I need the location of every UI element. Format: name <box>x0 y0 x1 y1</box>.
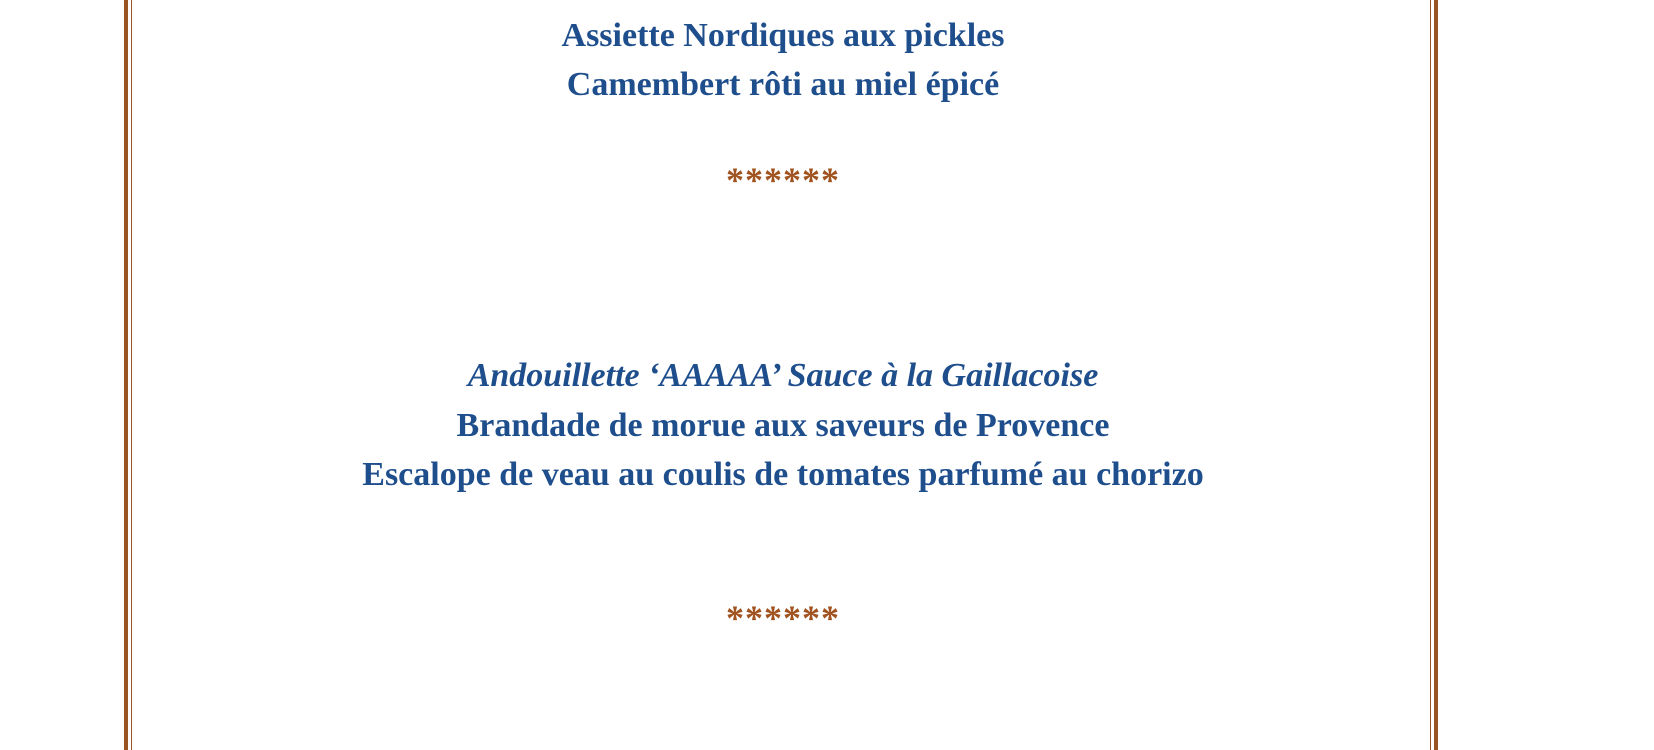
section-separator: ****** <box>726 598 840 638</box>
starter-item: Camembert rôti au miel épicé <box>566 66 1000 103</box>
main-course-item: Escalope de veau au coulis de tomates parfumé au chorizo <box>362 456 1204 493</box>
main-course-item: Andouillette ‘AAAAA’ Sauce à la Gaillacoise <box>467 357 1099 394</box>
section-separator: ****** <box>726 160 840 200</box>
starter-item: Assiette Nordiques aux pickles <box>561 17 1005 54</box>
main-course-item: Brandade de morue aux saveurs de Provence <box>456 407 1110 444</box>
